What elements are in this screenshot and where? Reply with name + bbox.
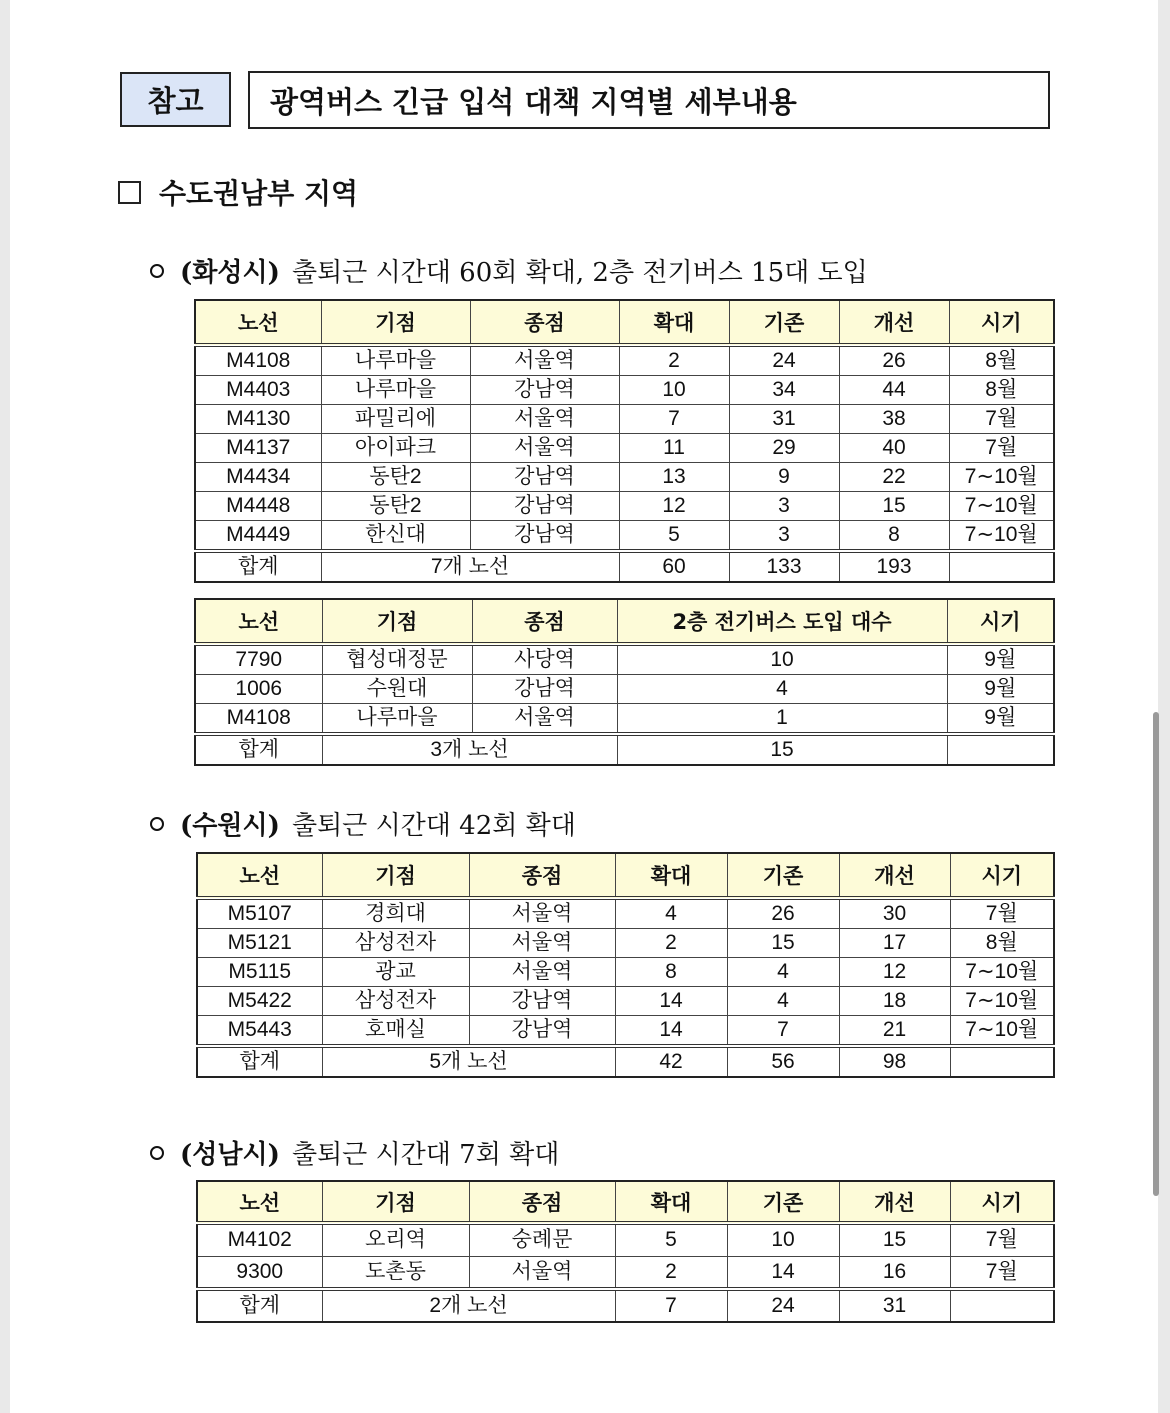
table-row [195, 644, 1054, 675]
table-cell: 7월 [950, 1223, 1054, 1256]
table-cell: 아이파크 [321, 434, 470, 463]
table-cell: 16 [839, 1256, 950, 1289]
circle-bullet-icon [150, 817, 164, 831]
column-header: 2층 전기버스 도입 대수 [617, 599, 947, 644]
table-cell: 수원대 [322, 675, 472, 704]
total-routes: 3개 노선 [322, 734, 617, 765]
table-cell: 7월 [950, 898, 1054, 929]
table-cell: 7월 [949, 434, 1054, 463]
total-cell: 56 [727, 1046, 839, 1077]
table-cell: 서울역 [472, 704, 617, 735]
table-cell: 동탄2 [321, 492, 470, 521]
circle-bullet-icon [150, 264, 164, 278]
total-row [197, 1046, 1054, 1077]
table-cell: 9월 [947, 644, 1054, 675]
total-cell: 7 [615, 1289, 727, 1322]
column-header: 종점 [470, 300, 619, 345]
table-row [195, 521, 1054, 552]
table-cell: 3 [729, 521, 839, 552]
table-cell: 삼성전자 [322, 929, 469, 958]
total-cell: 15 [617, 734, 947, 765]
table-cell: 서울역 [470, 345, 619, 376]
table-cell: 7∼10월 [949, 463, 1054, 492]
table-row [197, 987, 1054, 1016]
table-cell: 26 [839, 345, 949, 376]
total-cell [947, 734, 1054, 765]
table-cell: 9300 [197, 1256, 322, 1289]
table-cell: 경희대 [322, 898, 469, 929]
column-header: 기점 [322, 853, 469, 898]
table-header-row [197, 1181, 1054, 1223]
table-cell: 24 [729, 345, 839, 376]
column-header: 노선 [195, 300, 321, 345]
column-header: 기존 [729, 300, 839, 345]
column-header: 개선 [839, 1181, 950, 1223]
table-cell: 광교 [322, 958, 469, 987]
table-cell: M4102 [197, 1223, 322, 1256]
column-header: 기점 [322, 1181, 469, 1223]
total-routes: 7개 노선 [321, 551, 619, 582]
table-cell: 9월 [947, 675, 1054, 704]
subsection-suwon [150, 805, 576, 842]
table-row [197, 898, 1054, 929]
table-cell: 사당역 [472, 644, 617, 675]
table-cell: 삼성전자 [322, 987, 469, 1016]
table-cell: 21 [839, 1016, 950, 1047]
table-row [195, 463, 1054, 492]
total-label: 합계 [195, 734, 322, 765]
table-cell: 40 [839, 434, 949, 463]
table-cell: 8월 [949, 345, 1054, 376]
total-cell [949, 551, 1054, 582]
hwaseong-electric-bus-table [194, 598, 1055, 766]
hwaseong-expansion-table [194, 299, 1055, 583]
total-cell: 98 [839, 1046, 950, 1077]
table-cell: 나루마을 [321, 376, 470, 405]
table-row [197, 958, 1054, 987]
column-header: 시기 [950, 1181, 1054, 1223]
section-title: 수도권남부 지역 [159, 177, 359, 210]
total-label: 합계 [197, 1289, 322, 1322]
column-header: 확대 [619, 300, 729, 345]
table-cell: 15 [839, 492, 949, 521]
table-cell: 서울역 [470, 434, 619, 463]
table-cell: 11 [619, 434, 729, 463]
table-cell: 2 [615, 929, 727, 958]
table-cell: 강남역 [472, 675, 617, 704]
table-cell: 7 [727, 1016, 839, 1047]
table-cell: M4137 [195, 434, 321, 463]
table-cell: 서울역 [469, 929, 615, 958]
table-cell: 나루마을 [321, 345, 470, 376]
total-cell [950, 1289, 1054, 1322]
table-cell: 8 [839, 521, 949, 552]
table-cell: 14 [615, 987, 727, 1016]
subsection-hwaseong [150, 252, 868, 289]
table-cell: 14 [615, 1016, 727, 1047]
table-cell: M4448 [195, 492, 321, 521]
column-header: 시기 [947, 599, 1054, 644]
table-cell: 서울역 [470, 405, 619, 434]
column-header: 노선 [197, 1181, 322, 1223]
table-cell: M4434 [195, 463, 321, 492]
table-cell: 4 [727, 987, 839, 1016]
table-cell: M5422 [197, 987, 322, 1016]
table-cell: 5 [615, 1223, 727, 1256]
table-row [195, 345, 1054, 376]
table-cell: 4 [727, 958, 839, 987]
total-row [195, 551, 1054, 582]
table-cell: 7790 [195, 644, 322, 675]
table-cell: 38 [839, 405, 949, 434]
table-cell: 31 [729, 405, 839, 434]
table-cell: 7월 [950, 1256, 1054, 1289]
table-cell: M4130 [195, 405, 321, 434]
total-cell: 31 [839, 1289, 950, 1322]
document-title: 광역버스 긴급 입석 대책 지역별 세부내용 [248, 71, 1050, 129]
section-heading [118, 172, 358, 212]
table-cell: 강남역 [470, 463, 619, 492]
table-row [195, 675, 1054, 704]
table-cell: 7∼10월 [949, 492, 1054, 521]
table-cell: 3 [729, 492, 839, 521]
table-cell: 강남역 [470, 521, 619, 552]
column-header: 기존 [727, 1181, 839, 1223]
table-cell: 숭례문 [469, 1223, 615, 1256]
table-cell: 14 [727, 1256, 839, 1289]
table-cell: 12 [839, 958, 950, 987]
table-cell: 7∼10월 [950, 1016, 1054, 1047]
table-cell: 4 [617, 675, 947, 704]
subsection-description: 출퇴근 시간대 42회 확대 [291, 811, 576, 841]
column-header: 종점 [469, 1181, 615, 1223]
table-cell: 4 [615, 898, 727, 929]
table-cell: M4108 [195, 704, 322, 735]
table-cell: 도촌동 [322, 1256, 469, 1289]
subsection-description: 출퇴근 시간대 7회 확대 [291, 1140, 560, 1170]
table-cell: 30 [839, 898, 950, 929]
column-header: 기점 [322, 599, 472, 644]
city-name: (수원시) [180, 811, 280, 841]
table-cell: M4108 [195, 345, 321, 376]
table-cell: 10 [619, 376, 729, 405]
table-row [195, 405, 1054, 434]
table-cell: 15 [839, 1223, 950, 1256]
total-routes: 2개 노선 [322, 1289, 615, 1322]
column-header: 종점 [469, 853, 615, 898]
table-cell: 8 [615, 958, 727, 987]
table-cell: 8월 [950, 929, 1054, 958]
table-row [197, 1223, 1054, 1256]
checkbox-square-icon [118, 181, 141, 204]
subsection-seongnam [150, 1134, 559, 1171]
table-row [195, 376, 1054, 405]
column-header: 기점 [321, 300, 470, 345]
table-cell: M5107 [197, 898, 322, 929]
total-cell [950, 1046, 1054, 1077]
table-cell: 강남역 [470, 376, 619, 405]
table-row [197, 1256, 1054, 1289]
table-cell: 10 [617, 644, 947, 675]
table-cell: 7월 [949, 405, 1054, 434]
column-header: 기존 [727, 853, 839, 898]
table-cell: 한신대 [321, 521, 470, 552]
table-cell: 서울역 [469, 1256, 615, 1289]
table-cell: M4449 [195, 521, 321, 552]
table-cell: 오리역 [322, 1223, 469, 1256]
circle-bullet-icon [150, 1146, 164, 1160]
table-cell: M4403 [195, 376, 321, 405]
table-cell: 강남역 [470, 492, 619, 521]
table-row [197, 1016, 1054, 1047]
seongnam-expansion-table [196, 1180, 1055, 1323]
table-cell: M5115 [197, 958, 322, 987]
table-cell: 협성대정문 [322, 644, 472, 675]
column-header: 확대 [615, 1181, 727, 1223]
table-cell: 파밀리에 [321, 405, 470, 434]
table-cell: 8월 [949, 376, 1054, 405]
column-header: 개선 [839, 853, 950, 898]
table-cell: 강남역 [469, 987, 615, 1016]
table-cell: 34 [729, 376, 839, 405]
table-cell: 동탄2 [321, 463, 470, 492]
city-name: (화성시) [180, 258, 280, 288]
total-routes: 5개 노선 [322, 1046, 615, 1077]
table-cell: M5443 [197, 1016, 322, 1047]
table-cell: M5121 [197, 929, 322, 958]
city-name: (성남시) [180, 1140, 280, 1170]
table-cell: 5 [619, 521, 729, 552]
table-cell: 17 [839, 929, 950, 958]
table-cell: 7∼10월 [950, 958, 1054, 987]
column-header: 개선 [839, 300, 949, 345]
table-row [195, 434, 1054, 463]
total-cell: 193 [839, 551, 949, 582]
table-cell: 9 [729, 463, 839, 492]
total-row [197, 1289, 1054, 1322]
table-cell: 2 [615, 1256, 727, 1289]
table-row [195, 704, 1054, 735]
table-header-row [197, 853, 1054, 898]
table-header-row [195, 300, 1054, 345]
column-header: 시기 [949, 300, 1054, 345]
table-cell: 강남역 [469, 1016, 615, 1047]
table-cell: 나루마을 [322, 704, 472, 735]
table-cell: 7 [619, 405, 729, 434]
column-header: 노선 [195, 599, 322, 644]
table-cell: 26 [727, 898, 839, 929]
column-header: 시기 [950, 853, 1054, 898]
total-cell: 42 [615, 1046, 727, 1077]
total-cell: 133 [729, 551, 839, 582]
table-cell: 12 [619, 492, 729, 521]
table-cell: 7∼10월 [950, 987, 1054, 1016]
table-cell: 22 [839, 463, 949, 492]
table-cell: 44 [839, 376, 949, 405]
table-header-row [195, 599, 1054, 644]
column-header: 노선 [197, 853, 322, 898]
table-row [197, 929, 1054, 958]
column-header: 확대 [615, 853, 727, 898]
table-cell: 18 [839, 987, 950, 1016]
table-cell: 2 [619, 345, 729, 376]
table-cell: 9월 [947, 704, 1054, 735]
table-cell: 호매실 [322, 1016, 469, 1047]
total-cell: 24 [727, 1289, 839, 1322]
reference-tag: 참고 [120, 72, 231, 127]
total-cell: 60 [619, 551, 729, 582]
table-cell: 서울역 [469, 958, 615, 987]
vertical-scrollbar[interactable] [1153, 712, 1159, 1196]
suwon-expansion-table [196, 852, 1055, 1078]
total-label: 합계 [197, 1046, 322, 1077]
table-cell: 7∼10월 [949, 521, 1054, 552]
table-cell: 서울역 [469, 898, 615, 929]
column-header: 종점 [472, 599, 617, 644]
table-cell: 15 [727, 929, 839, 958]
table-cell: 13 [619, 463, 729, 492]
subsection-description: 출퇴근 시간대 60회 확대, 2층 전기버스 15대 도입 [291, 258, 868, 288]
table-cell: 29 [729, 434, 839, 463]
table-cell: 10 [727, 1223, 839, 1256]
table-row [195, 492, 1054, 521]
total-row [195, 734, 1054, 765]
total-label: 합계 [195, 551, 321, 582]
table-cell: 1 [617, 704, 947, 735]
table-cell: 1006 [195, 675, 322, 704]
